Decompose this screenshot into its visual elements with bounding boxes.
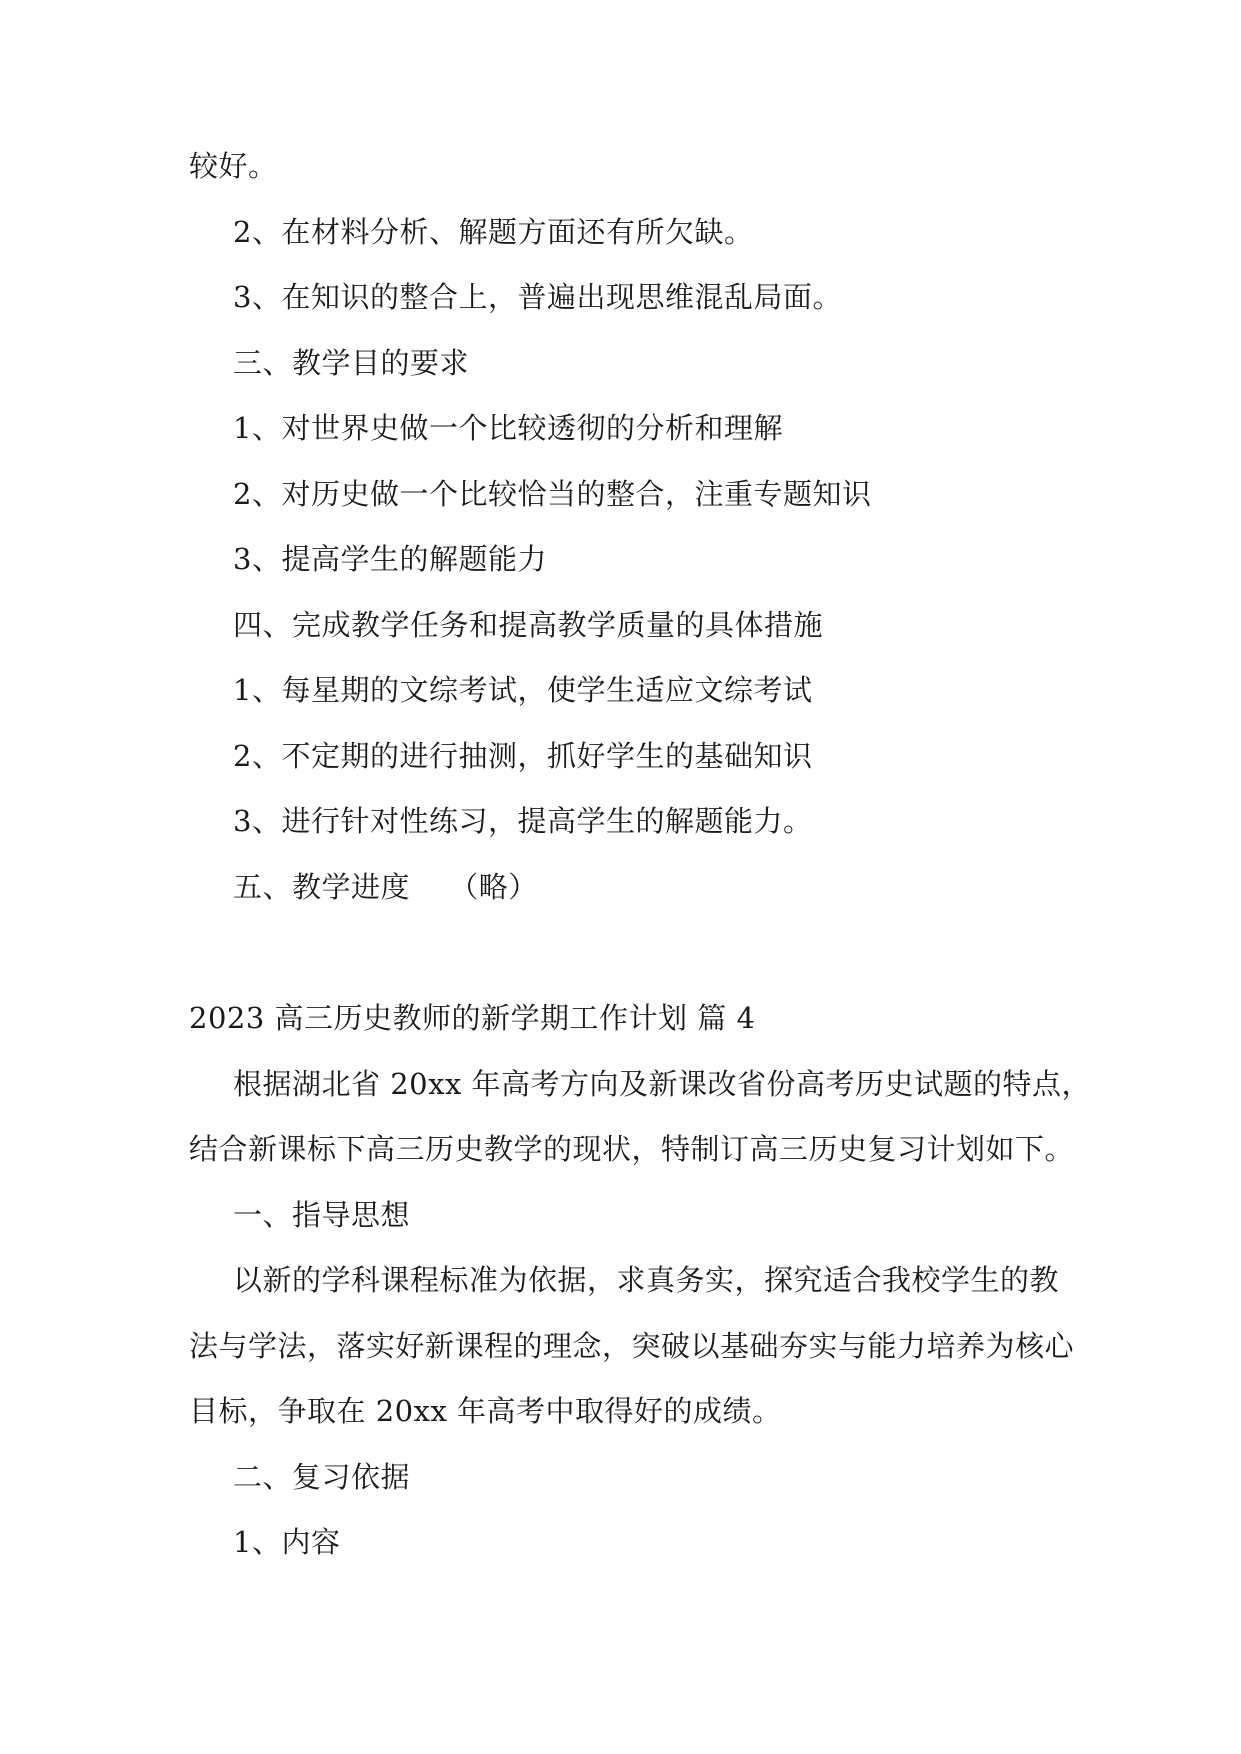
section-heading-guiding-thought: 一、指导思想 <box>233 1197 411 1232</box>
paragraph-line: 以新的学科课程标准为依据，求真务实，探究适合我校学生的教 <box>233 1263 1060 1297</box>
paragraph-line: 目标，争取在 20xx 年高考中取得好的成绩。 <box>189 1394 782 1428</box>
article-title: 2023 高三历史教师的新学期工作计划 篇 4 <box>189 1001 756 1035</box>
paragraph-line: 根据湖北省 20xx 年高考方向及新课改省份高考历史试题的特点， <box>233 1066 1092 1101</box>
list-item: 3、进行针对性练习，提高学生的解题能力。 <box>233 804 813 838</box>
list-item: 2、在材料分析、解题方面还有所欠缺。 <box>233 214 754 249</box>
section-heading-review-basis: 二、复习依据 <box>233 1459 411 1494</box>
list-item: 3、在知识的整合上，普遍出现思维混乱局面。 <box>233 280 842 314</box>
list-item: 2、不定期的进行抽测，抓好学生的基础知识 <box>233 738 813 773</box>
list-item: 2、对历史做一个比较恰当的整合，注重专题知识 <box>233 476 872 511</box>
document-body <box>189 148 1092 1590</box>
list-item: 1、内容 <box>233 1525 341 1559</box>
section-heading-measures: 四、完成教学任务和提高教学质量的具体措施 <box>233 607 824 642</box>
section-heading-teaching-goals: 三、教学目的要求 <box>233 345 470 380</box>
paragraph-line: 结合新课标下高三历史教学的现状，特制订高三历史复习计划如下。 <box>189 1132 1075 1166</box>
blank-line <box>189 934 1059 1000</box>
continuation-text: 较好。 <box>189 149 278 183</box>
section-heading-progress: 五、教学进度 （略） <box>233 869 538 904</box>
list-item: 1、每星期的文综考试，使学生适应文综考试 <box>233 673 813 707</box>
list-item: 1、对世界史做一个比较透彻的分析和理解 <box>233 411 783 445</box>
list-item: 3、提高学生的解题能力 <box>233 542 547 576</box>
paragraph-line: 法与学法，落实好新课程的理念，突破以基础夯实与能力培养为核心 <box>189 1328 1075 1363</box>
